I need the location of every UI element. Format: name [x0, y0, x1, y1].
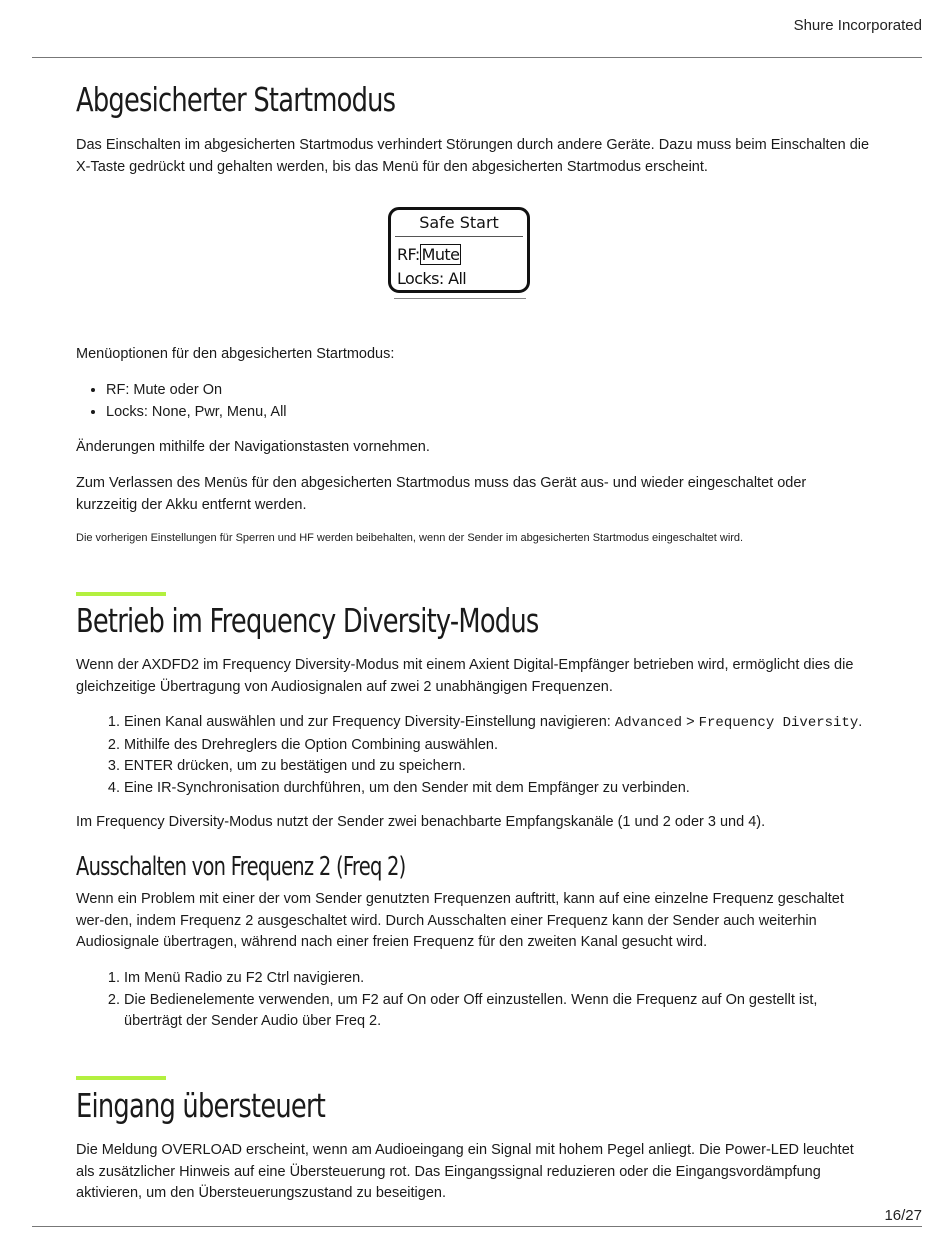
nav-text: Änderungen mithilfe der Navigationstasten vornehmen.: [76, 439, 430, 455]
safe-start-screen-image: [388, 207, 530, 293]
list-item: 3. ENTER drücken, um zu bestätigen und zu speichern.: [124, 756, 871, 778]
freq2-steps: [76, 968, 871, 1033]
freq-diversity-intro: Wenn der AXDFD2 im Frequency Diversity-Modus mit einem Axient Digital-Empfänger betrieben wird, ermöglicht dies die gleichzeitige Übertragung von Audiosignalen auf zwei 2 unabhängigen Frequenzen.: [76, 657, 854, 695]
screen-divider: [395, 236, 523, 237]
safe-start-intro: Das Einschalten im abgesicherten Startmodus verhindert Störungen durch andere Geräte. Dazu muss beim Einschalten die X-Taste gedrückt und gehalten werden, bis das Menü für den abgesicherten Startmodus erscheint.: [76, 137, 870, 175]
list-item: 1. Einen Kanal auswählen und zur Frequency Diversity-Einstellung navigieren: Advanced > Frequency Diversity.: [124, 712, 871, 735]
screen-rf-value: Mute: [421, 245, 460, 264]
exit-text: Zum Verlassen des Menüs für den abgesicherten Startmodus muss das Gerät aus- und wieder eingeschaltet oder kurzzeitig der Akku entfernt werden.: [76, 475, 807, 513]
screen-title: Safe Start: [419, 213, 499, 232]
header-company: Shure Incorporated: [793, 17, 922, 34]
section-title: Eingang übersteuert: [76, 1086, 326, 1125]
section-title: Abgesicherter Startmodus: [76, 80, 396, 119]
freq-diversity-steps: [76, 712, 871, 799]
screen-underline: [394, 298, 526, 299]
subsection-title: Ausschalten von Frequenz 2 (Freq 2): [76, 852, 406, 882]
header-rule: [32, 57, 922, 58]
freq2-intro: Wenn ein Problem mit einer der vom Sender genutzten Frequenzen auftritt, kann auf eine einzelne Frequenz geschaltet wer-den, indem Frequenz 2 ausgeschaltet wird. Durch Ausschalten einer Frequenz kann der Sender auch weiterhin Audiosignale übertragen, während nach einer freien Frequenz für den zweiten Kanal gesucht wird.: [76, 891, 844, 950]
safe-start-note: Die vorherigen Einstellungen für Sperren und HF werden beibehalten, wenn der Sender im abgesicherten Startmodus eingeschaltet wird.: [76, 532, 744, 544]
list-item: • RF: Mute oder On: [106, 380, 871, 402]
section-accent-bar: [76, 1076, 166, 1080]
freq-diversity-outro: Im Frequency Diversity-Modus nutzt der Sender zwei benachbarte Empfangskanäle (1 und 2 oder 3 und 4).: [76, 814, 766, 830]
list-item: 2. Die Bedienelemente verwenden, um F2 auf On oder Off einzustellen. Wenn die Frequenz auf On gestellt ist, überträgt der Sender Audio über Freq 2.: [124, 990, 871, 1033]
menu-path-advanced: Advanced: [614, 715, 683, 731]
options-list: [76, 380, 871, 423]
section-accent-bar: [76, 592, 166, 596]
section-title: Betrieb im Frequency Diversity-Modus: [76, 601, 539, 640]
overload-text: Die Meldung OVERLOAD erscheint, wenn am Audioeingang ein Signal mit hohem Pegel anliegt. Die Power-LED leuchtet als zusätzlicher Hinweis auf eine Übersteuerung rot. Das Eingangssignal reduzieren oder die Eingangsvordämpfung aktivieren, um den Übersteuerungszustand zu beseitigen.: [76, 1142, 854, 1201]
page-number: 16/27: [884, 1207, 922, 1224]
list-item: 4. Eine IR-Synchronisation durchführen, um den Sender mit dem Empfänger zu verbinden.: [124, 778, 871, 800]
list-item: 2. Mithilfe des Drehreglers die Option Combining auswählen.: [124, 735, 871, 757]
options-intro: Menüoptionen für den abgesicherten Startmodus:: [76, 346, 395, 362]
screen-locks-row: Locks: All: [397, 269, 467, 288]
list-item: • Locks: None, Pwr, Menu, All: [106, 402, 871, 424]
section-safe-start-heading: [76, 80, 871, 119]
footer-rule: [32, 1226, 922, 1227]
screen-rf-row: RF: Mute: [397, 245, 460, 264]
menu-path-frequency-diversity: Frequency Diversity: [698, 715, 859, 731]
list-item: 1. Im Menü Radio zu F2 Ctrl navigieren.: [124, 968, 871, 990]
